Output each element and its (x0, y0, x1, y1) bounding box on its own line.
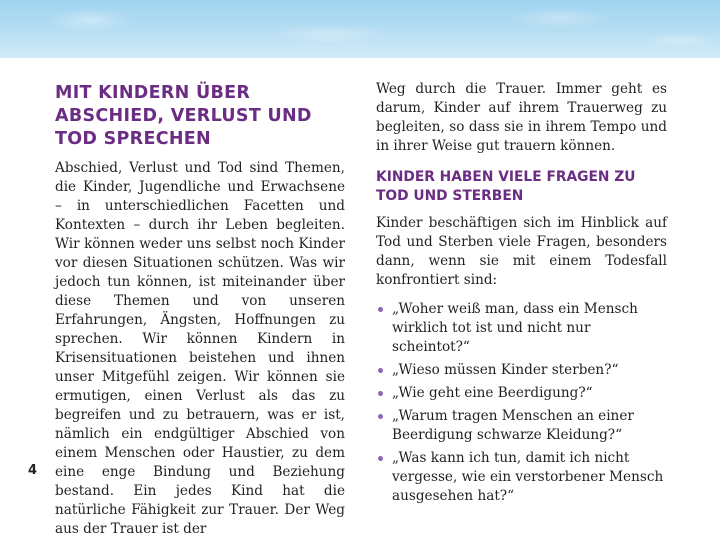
question-text: „Wie geht eine Beerdigung?“ (392, 385, 593, 401)
list-item (376, 449, 667, 506)
questions-list (376, 300, 667, 506)
list-item (376, 384, 667, 403)
bullet-dot-icon (378, 391, 383, 396)
question-text: „Wieso müssen Kinder sterben?“ (392, 362, 619, 378)
subsection-heading: KINDER HABEN VIELE FRAGEN ZU TOD UND STERBEN (376, 169, 636, 204)
bullet-dot-icon (378, 368, 383, 373)
section-heading: MIT KINDERN ÜBER ABSCHIED, VERLUST UND TOD SPRECHEN (55, 83, 312, 149)
question-text: „Was kann ich tun, damit ich nicht vergesse, wie ein verstorbener Mensch ausgesehen hat?“ (392, 450, 664, 504)
left-column (55, 82, 345, 539)
list-item (376, 300, 667, 357)
list-item (376, 407, 667, 445)
body-paragraph: Abschied, Verlust und Tod sind Themen, die Kinder, Jugendliche und Erwachsene – in unterschiedlichen Facetten und Kontexten – durch ihr Leben begleiten. Wir können weder uns selbst noch Kinder vor diesen Situationen schützen. Was wir jedoch tun können, ist miteinander über diese Themen und von unseren Erfahrungen, Ängsten, Hoffnungen zu sprechen. Wir können Kindern in Krisensituationen beistehen und ihnen unser Mitgefühl zeigen. Wir können sie ermutigen, einen Verlust als das zu begreifen und zu betrauern, was er ist, nämlich ein endgültiger Abschied von einem Menschen oder Haustier, zu dem eine enge Bindung und Beziehung bestand. Ein jedes Kind hat die natürliche Fähigkeit zur Trauer. Der Weg aus der Trauer ist der (55, 160, 345, 537)
question-text: „Warum tragen Menschen an einer Beerdigung schwarze Kleidung?“ (392, 408, 634, 443)
bullet-dot-icon (378, 456, 383, 461)
right-column (376, 80, 667, 510)
page-number: 4 (28, 463, 38, 478)
intro-paragraph: Kinder beschäftigen sich im Hinblick auf Tod und Sterben viele Fragen, besonders dann, wenn sie mit einem Todesfall konfrontiert sind: (376, 215, 667, 288)
decorative-header-band (0, 0, 720, 58)
bullet-dot-icon (378, 414, 383, 419)
bullet-dot-icon (378, 307, 383, 312)
question-text: „Woher weiß man, dass ein Mensch wirklich tot ist und nicht nur scheintot?“ (392, 301, 638, 355)
list-item (376, 361, 667, 380)
continuation-paragraph: Weg durch die Trauer. Immer geht es darum, Kinder auf ihrem Trauerweg zu begleiten, so dass sie in ihrem Tempo und in ihrer Weise gut trauern können. (376, 81, 667, 154)
